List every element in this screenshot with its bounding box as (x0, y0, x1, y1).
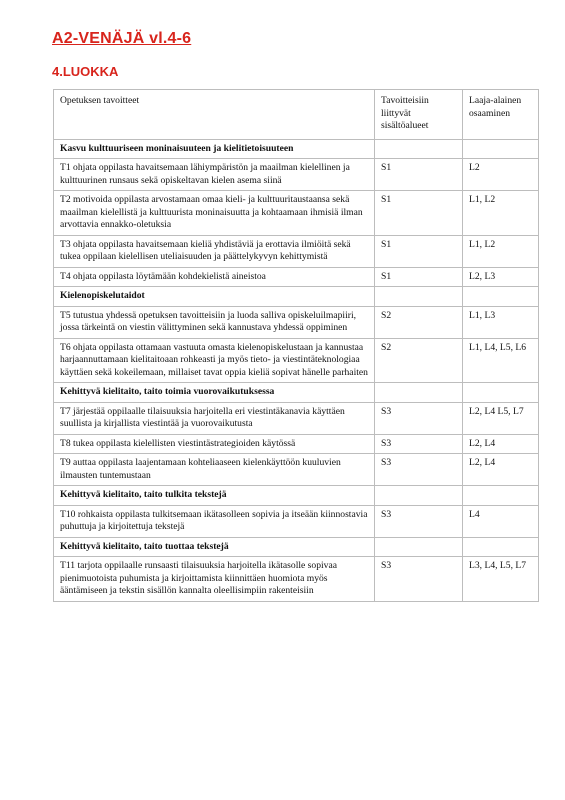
empty-cell (375, 287, 463, 307)
content-area: S3 (375, 402, 463, 434)
goal-text: T10 rohkaista oppilasta tulkitsemaan ikätasolleen sopivia ja itseään kiinnostavia puhuttuja ja kirjoitettuja tekstejä (54, 505, 375, 537)
goal-text: T2 motivoida oppilasta arvostamaan omaa kieli- ja kulttuuritaustaansa sekä maailman kielellistä ja kulttuurista moninaisuutta ja kohtaamaan ihmisiä ilman arvottavia ennakko-oletuksia (54, 191, 375, 236)
competence: L3, L4, L5, L7 (463, 557, 539, 602)
table-row (54, 557, 539, 602)
competence: L1, L3 (463, 306, 539, 338)
competence: L2, L4 L5, L7 (463, 402, 539, 434)
content-area: S2 (375, 306, 463, 338)
competence: L1, L4, L5, L6 (463, 338, 539, 383)
goal-text: T1 ohjata oppilasta havaitsemaan lähiympäristön ja maailman kielellinen ja kulttuurinen runsaus sekä opiskeltavan kielen asema siinä (54, 159, 375, 191)
table-row (54, 505, 539, 537)
empty-cell (463, 537, 539, 557)
goal-text: T9 auttaa oppilasta laajentamaan kohteliaaseen kielenkäyttöön kuuluvien ilmausten tuntemustaan (54, 454, 375, 486)
table-row (54, 338, 539, 383)
empty-cell (375, 383, 463, 403)
empty-cell (375, 139, 463, 159)
content-area: S1 (375, 191, 463, 236)
empty-cell (463, 383, 539, 403)
competence: L4 (463, 505, 539, 537)
goal-text: T4 ohjata oppilasta löytämään kohdekielistä aineistoa (54, 267, 375, 287)
competence: L2 (463, 159, 539, 191)
goal-text: T11 tarjota oppilaalle runsaasti tilaisuuksia harjoitella ikätasolle sopivaa pienimuotoista puhumista ja kirjoittamista kiinnittäen huomiota myös ääntämiseen ja tekstin sisällön kannalta oleellisimpiin rakenteisiin (54, 557, 375, 602)
goal-text: T8 tukea oppilasta kielellisten viestintästrategioiden käytössä (54, 434, 375, 454)
competence: L2, L4 (463, 454, 539, 486)
content-area: S3 (375, 505, 463, 537)
table-row (54, 235, 539, 267)
table-row (54, 402, 539, 434)
category-label: Kielenopiskelutaidot (54, 287, 375, 307)
category-row (54, 287, 539, 307)
table-row (54, 159, 539, 191)
competence: L1, L2 (463, 235, 539, 267)
empty-cell (463, 486, 539, 506)
competence: L2, L4 (463, 434, 539, 454)
table-row (54, 434, 539, 454)
header-goals: Opetuksen tavoitteet (54, 90, 375, 140)
table-row (54, 306, 539, 338)
goal-text: T6 ohjata oppilasta ottamaan vastuuta omasta kielenopiskelustaan ja kannustaa harjaannuttamaan kielitaitoaan rohkeasti ja myös tieto- ja viestintäteknologiaa käyttäen sekä kokeilemaan, millaiset tavat oppia kieliä sopivat hänelle parhaiten (54, 338, 375, 383)
competence: L1, L2 (463, 191, 539, 236)
grade-heading: 4.LUOKKA (52, 64, 119, 79)
category-row (54, 537, 539, 557)
category-label: Kehittyvä kielitaito, taito tuottaa tekstejä (54, 537, 375, 557)
content-area: S3 (375, 454, 463, 486)
header-competences: Laaja-alainen osaaminen (463, 90, 539, 140)
table-header-row (54, 90, 539, 140)
category-row (54, 486, 539, 506)
content-area: S3 (375, 434, 463, 454)
category-label: Kasvu kulttuuriseen moninaisuuteen ja kielitietoisuuteen (54, 139, 375, 159)
table-row (54, 191, 539, 236)
table-row (54, 267, 539, 287)
empty-cell (375, 486, 463, 506)
category-row (54, 139, 539, 159)
content-area: S3 (375, 557, 463, 602)
header-content-areas: Tavoitteisiin liittyvät sisältöalueet (375, 90, 463, 140)
category-label: Kehittyvä kielitaito, taito toimia vuorovaikutuksessa (54, 383, 375, 403)
content-area: S2 (375, 338, 463, 383)
curriculum-table (53, 89, 539, 602)
document-title: A2-VENÄJÄ vl.4-6 (52, 30, 192, 47)
goal-text: T7 järjestää oppilaalle tilaisuuksia harjoitella eri viestintäkanavia käyttäen suullista ja kirjallista viestintää ja vuorovaikutusta (54, 402, 375, 434)
goal-text: T3 ohjata oppilasta havaitsemaan kieliä yhdistäviä ja erottavia ilmiöitä sekä tukea oppilaan kielellisen uteliaisuuden ja päättelykyvyn kehittymistä (54, 235, 375, 267)
content-area: S1 (375, 159, 463, 191)
table-row (54, 454, 539, 486)
category-row (54, 383, 539, 403)
empty-cell (463, 287, 539, 307)
content-area: S1 (375, 267, 463, 287)
empty-cell (375, 537, 463, 557)
category-label: Kehittyvä kielitaito, taito tulkita tekstejä (54, 486, 375, 506)
empty-cell (463, 139, 539, 159)
competence: L2, L3 (463, 267, 539, 287)
content-area: S1 (375, 235, 463, 267)
goal-text: T5 tutustua yhdessä opetuksen tavoitteisiin ja luoda salliva opiskeluilmapiiri, jossa tärkeintä on viestin välittyminen sekä kannustava yhdessä oppiminen (54, 306, 375, 338)
